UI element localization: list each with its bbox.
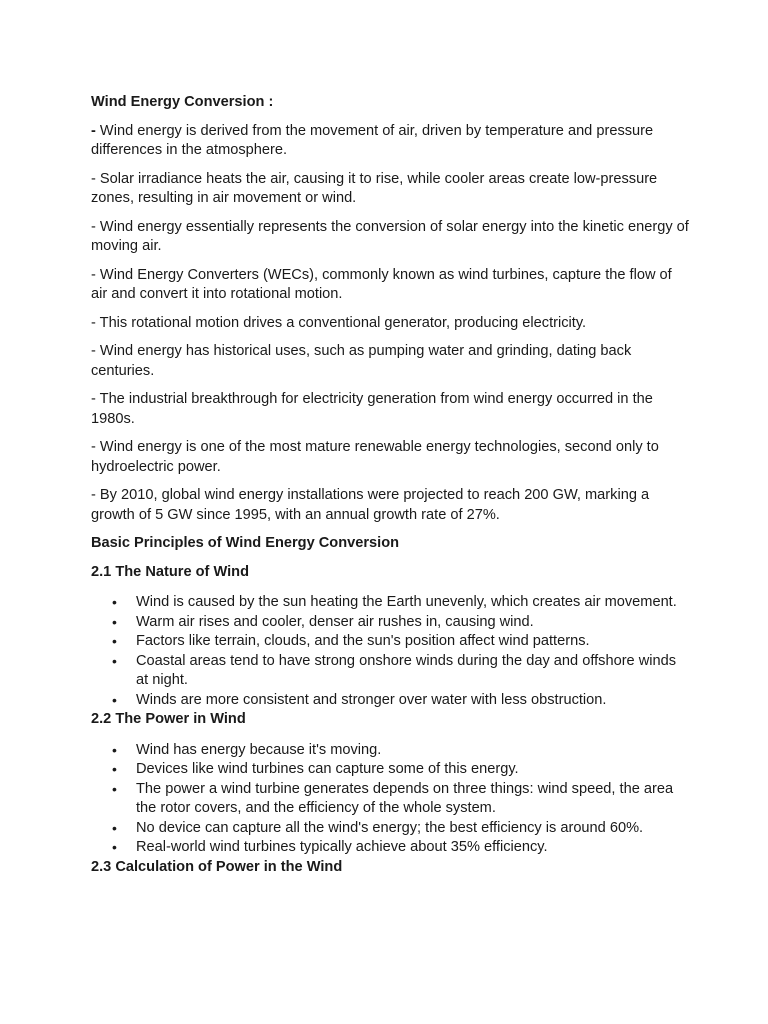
section-heading-calculation: 2.3 Calculation of Power in the Wind [91, 858, 343, 875]
list-item: • Wind has energy because it's moving. [91, 741, 691, 761]
list-item: • The power a wind turbine generates depends on three things: wind speed, the area the rotor covers, and the efficiency of the whole system. [91, 780, 691, 819]
list-item: • Devices like wind turbines can capture some of this energy. [91, 760, 691, 780]
document-body [91, 93, 691, 877]
list-item: • Winds are more consistent and stronger over water with less obstruction. [91, 691, 691, 711]
principles-heading: Basic Principles of Wind Energy Conversion [91, 535, 400, 551]
nature-of-wind-list [91, 593, 691, 710]
intro-paragraph: - The industrial breakthrough for electricity generation from wind energy occurred in the 1980s. [91, 391, 653, 427]
intro-paragraph: - Solar irradiance heats the air, causing it to rise, while cooler areas create low-pressure zones, resulting in air movement or wind. [91, 170, 658, 206]
intro-paragraph: - Wind energy is one of the most mature renewable energy technologies, second only to hydroelectric power. [91, 439, 659, 475]
section-heading-nature-of-wind: 2.1 The Nature of Wind [91, 563, 249, 580]
section-heading-power-in-wind: 2.2 The Power in Wind [91, 711, 246, 727]
intro-paragraph: - Wind energy has historical uses, such as pumping water and grinding, dating back centuries. [91, 343, 632, 379]
intro-paragraph: - Wind Energy Converters (WECs), commonly known as wind turbines, capture the flow of air and convert it into rotational motion. [91, 266, 672, 302]
list-item: • Real-world wind turbines typically achieve about 35% efficiency. [91, 838, 691, 858]
intro-text: Wind energy is derived from the movement of air, driven by temperature and pressure differences in the atmosphere. [91, 122, 654, 158]
intro-paragraph: - By 2010, global wind energy installations were projected to reach 200 GW, marking a growth of 5 GW since 1995, with an annual growth rate of 27%. [91, 487, 650, 523]
list-item: • No device can capture all the wind's energy; the best efficiency is around 60%. [91, 819, 691, 839]
list-item: • Wind is caused by the sun heating the Earth unevenly, which creates air movement. [91, 593, 691, 613]
intro-paragraph: - Wind energy essentially represents the conversion of solar energy into the kinetic energy of moving air. [91, 218, 689, 254]
document-title: Wind Energy Conversion : [91, 94, 274, 110]
list-item: • Warm air rises and cooler, denser air rushes in, causing wind. [91, 613, 691, 633]
power-in-wind-list [91, 741, 691, 858]
list-item: • Factors like terrain, clouds, and the sun's position affect wind patterns. [91, 632, 691, 652]
intro-dash: - [91, 122, 96, 139]
list-item: • Coastal areas tend to have strong onshore winds during the day and offshore winds at night. [91, 652, 691, 691]
intro-paragraph: - This rotational motion drives a conventional generator, producing electricity. [91, 314, 587, 331]
intro-paragraph-1 [91, 122, 691, 161]
